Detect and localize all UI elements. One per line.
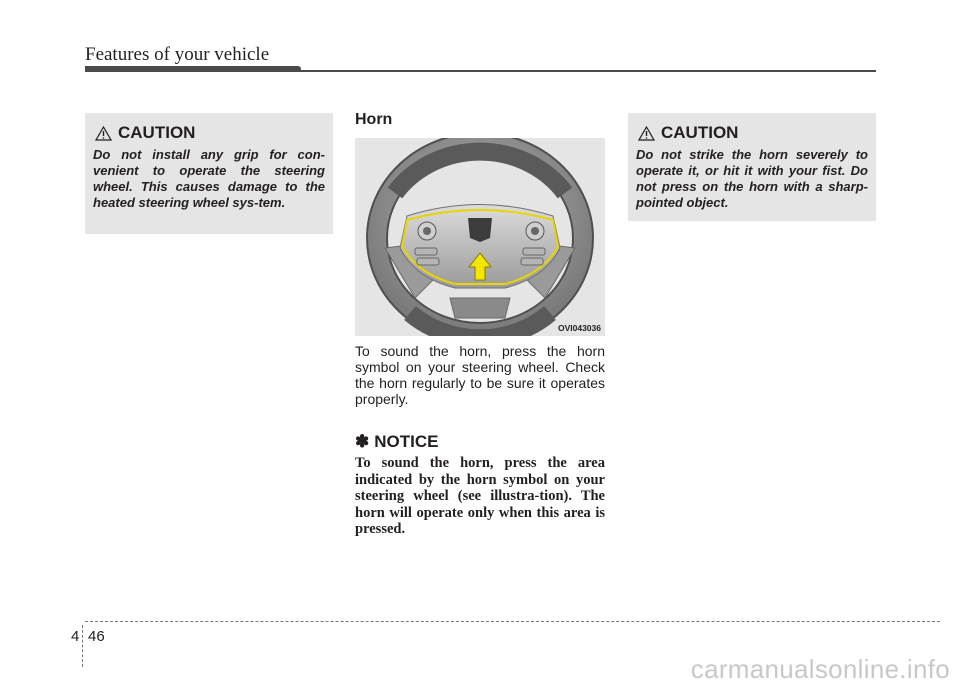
caution-heading	[95, 123, 325, 143]
section-title-horn: Horn	[355, 111, 393, 128]
caution-box-grip	[85, 113, 333, 234]
notice-text: To sound the horn, press the area indicated by the horn symbol on your steering wheel (see illustra-tion). The horn will operate only when this area is pressed.	[355, 455, 605, 537]
caution-heading-label: CAUTION	[118, 123, 196, 142]
figure-code: OVI043036	[557, 323, 601, 333]
warning-icon	[95, 126, 112, 141]
watermark: carmanualsonline.info	[690, 654, 950, 684]
header-rule	[298, 70, 876, 72]
notice-heading	[355, 432, 438, 452]
warning-icon	[638, 126, 655, 141]
page-number: 46	[88, 628, 105, 645]
footer-divider	[82, 625, 83, 667]
caution-heading-label: CAUTION	[661, 123, 739, 142]
footer-rule	[85, 621, 940, 622]
caution-text: Do not install any grip for con-venient to operate the steering wheel. This causes damage to the heated steering wheel sys-tem.	[93, 147, 325, 210]
header-bar	[85, 66, 301, 72]
chapter-number: 4	[71, 628, 80, 645]
steering-wheel-illustration	[355, 138, 605, 336]
steering-wheel-image	[355, 138, 605, 336]
caution-text: Do not strike the horn severely to operate it, or hit it with your fist. Do not press on the horn with a sharp-pointed object.	[636, 147, 868, 210]
caution-heading	[638, 123, 868, 143]
page-header-title: Features of your vehicle	[85, 44, 270, 65]
caution-box-strike	[628, 113, 876, 221]
notice-icon: ✽	[355, 432, 370, 451]
horn-description: To sound the horn, press the horn symbol on your steering wheel. Check the horn regularly to be sure it operates properly.	[355, 343, 605, 407]
notice-heading-label: NOTICE	[374, 432, 439, 451]
